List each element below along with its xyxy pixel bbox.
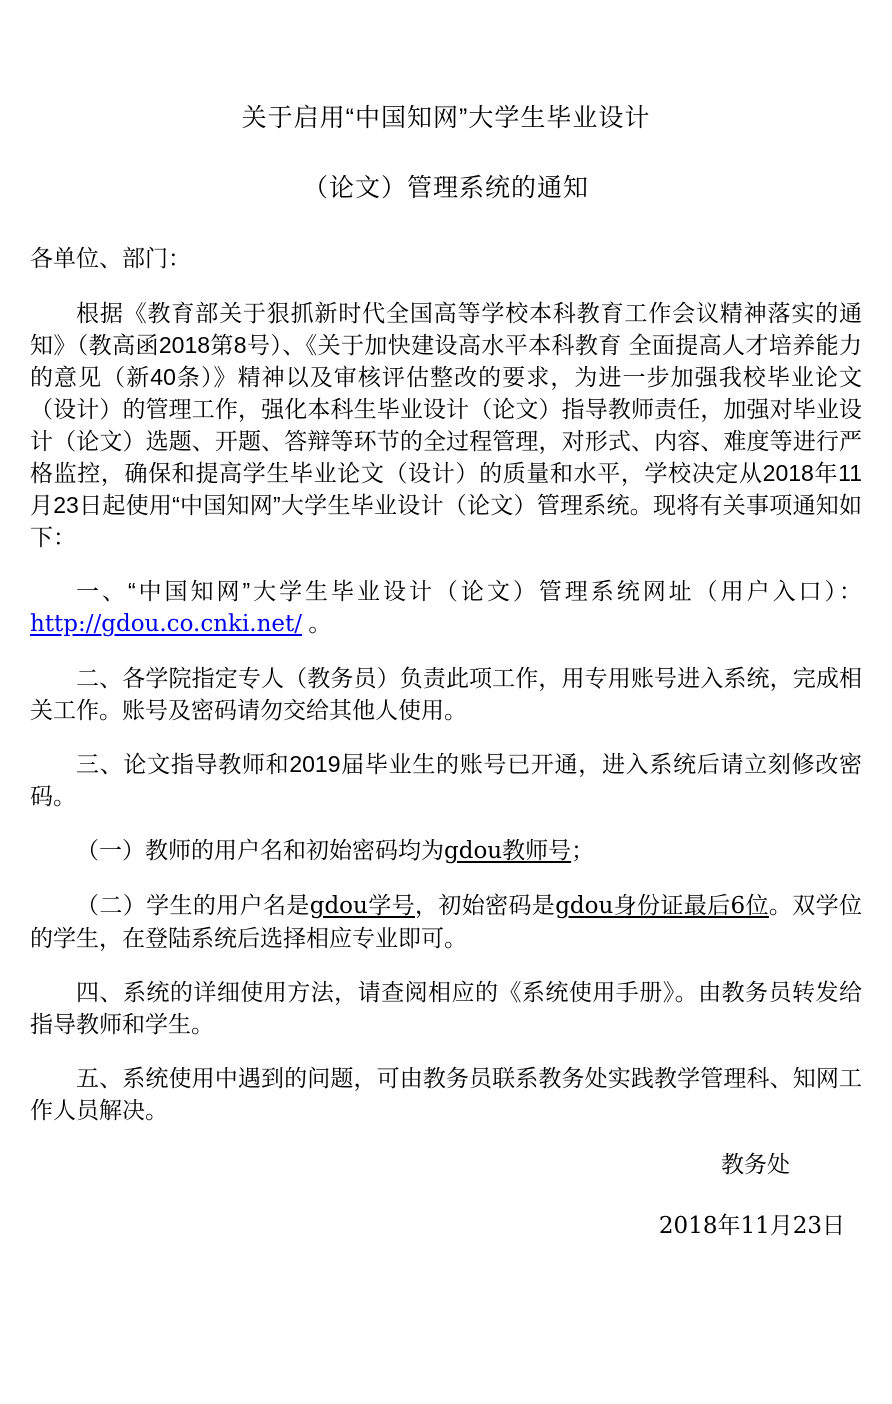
teacher-credentials-underline: gdou教师号: [444, 838, 572, 864]
document-title-line2: （论文）管理系统的通知: [302, 174, 589, 202]
sub-item-2-part1: （二）学生的用户名是: [76, 892, 310, 918]
student-username-underline: gdou学号: [309, 893, 415, 919]
document-title-line1: 关于启用“中国知网”大学生毕业设计: [241, 104, 651, 132]
item-3-paragraph: 三、论文指导教师和2019届毕业生的账号已开通，进入系统后请立刻修改密码。: [30, 751, 862, 809]
student-password-underline: gdou身份证最后6位: [555, 893, 769, 919]
sub-item-2-paragraph: [30, 889, 862, 954]
item-4-paragraph: 四、系统的详细使用方法，请查阅相应的《系统使用手册》。由教务员转发给指导教师和学生。: [30, 979, 862, 1037]
signature-department: 教务处: [721, 1151, 790, 1177]
sub-item-1-paragraph: [30, 834, 862, 867]
sub-item-1-suffix: ；: [571, 837, 595, 863]
item-1-text: 一、“中国知网”大学生毕业设计（论文）管理系统网址（用户入口）：: [76, 578, 862, 604]
sub-item-2-part2: ，初始密码是: [414, 892, 556, 918]
sub-item-1-prefix: （一）教师的用户名和初始密码均为: [76, 837, 444, 863]
system-url-link[interactable]: http://gdou.co.cnki.net/: [30, 611, 303, 637]
intro-paragraph: 根据《教育部关于狠抓新时代全国高等学校本科教育工作会议精神落实的通知》（教高函2018第8号）、《关于加快建设高水平本科教育 全面提高人才培养能力的意见（新40条）》精神以及审核评估整改的要求，为进一步加强我校毕业论文（设计）的管理工作，强化本科生毕业设计（论文）指导教师责任，加强对毕业设计（论文）选题、开题、答辩等环节的全过程管理，对形式、内容、难度等进行严格监控，确保和提高学生毕业论文（设计）的质量和水平，学校决定从2018年11月23日起使用“中国知网”大学生毕业设计（论文）管理系统。现将有关事项通知如下：: [30, 300, 862, 550]
salutation: 各单位、部门：: [30, 245, 191, 271]
item-1-paragraph: [30, 575, 862, 640]
sub-item-2-part3: 。双学位的学生，在登陆系统后选择相应专业即可。: [30, 892, 863, 951]
item-2-paragraph: 二、各学院指定专人（教务员）负责此项工作，用专用账号进入系统，完成相关工作。账号及密码请勿交给其他人使用。: [30, 665, 862, 723]
signature-date: 2018年11月23日: [658, 1213, 845, 1239]
item-5-paragraph: 五、系统使用中遇到的问题，可由教务员联系教务处实践教学管理科、知网工作人员解决。: [30, 1065, 862, 1123]
item-1-text-after-link: 。: [302, 610, 332, 636]
